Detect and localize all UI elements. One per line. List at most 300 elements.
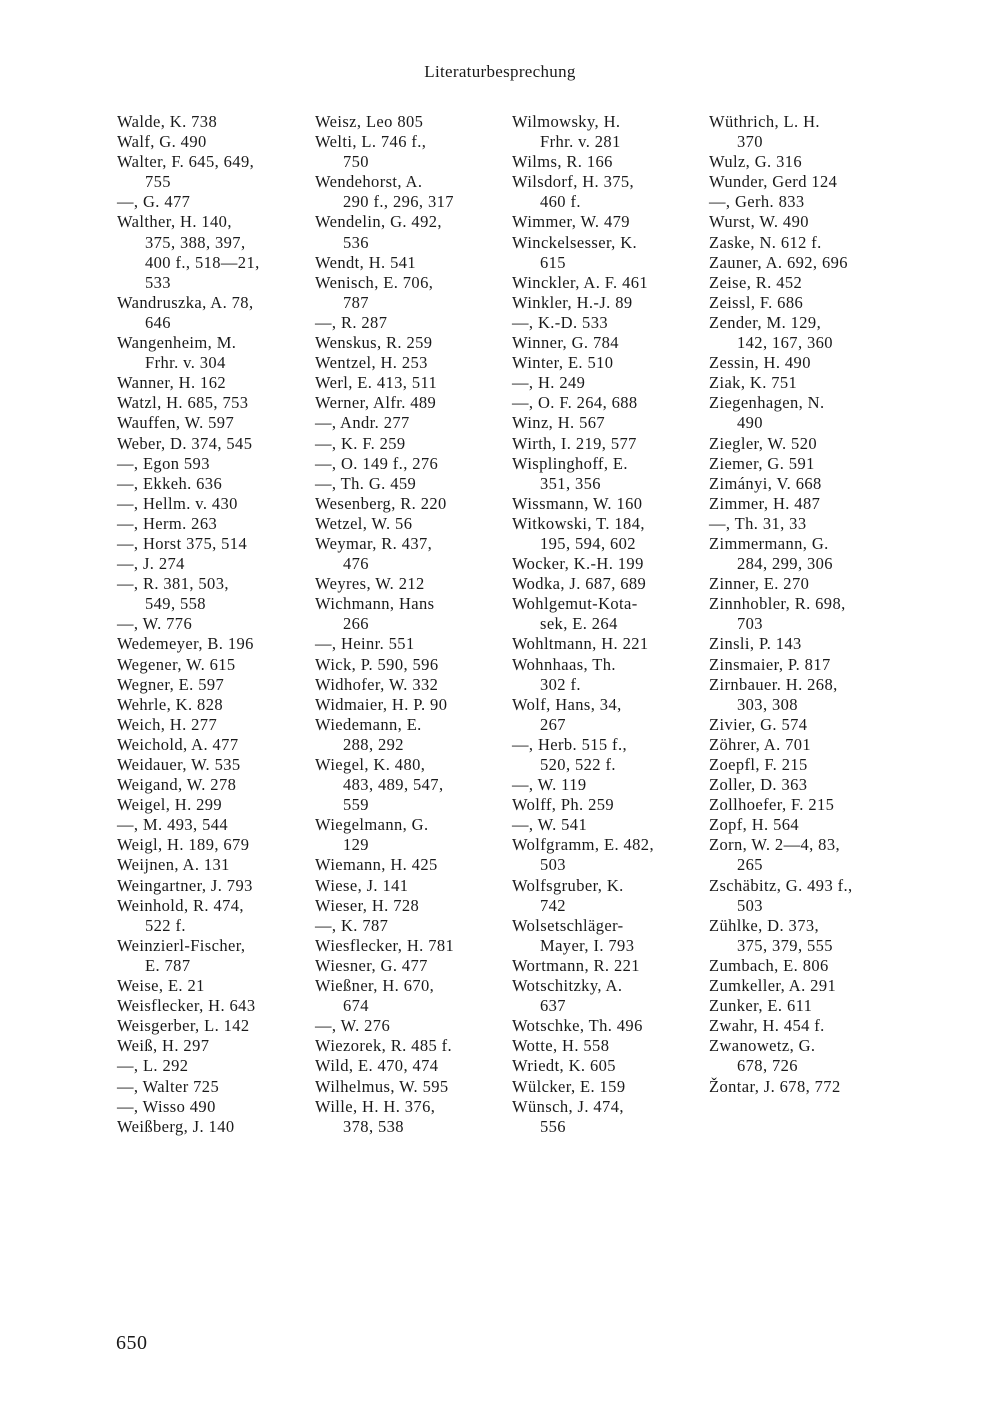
- index-entry-line: Watzl, H. 685, 753: [117, 393, 249, 413]
- index-entry: [512, 695, 702, 735]
- index-entry-line: Wieser, H. 728: [315, 895, 420, 915]
- index-entry-line: —, Hellm. v. 430: [117, 493, 238, 513]
- index-entry: [117, 675, 307, 695]
- index-entry-line: —, G. 477: [117, 192, 191, 212]
- index-entry: [117, 212, 307, 292]
- index-entry-line: Wedemeyer, B. 196: [117, 634, 254, 654]
- index-entry: [117, 454, 307, 474]
- index-entry-line: Zschäbitz, G. 493 f.,: [709, 875, 853, 895]
- index-entry: [315, 855, 505, 875]
- index-entry-line: Wendehorst, A.: [315, 172, 423, 192]
- index-entry-line: Walde, K. 738: [117, 112, 218, 131]
- index-entry: [315, 514, 505, 534]
- index-entry: [709, 815, 899, 835]
- index-entry-line: Wilhelmus, W. 595: [315, 1076, 449, 1096]
- index-entry: [315, 313, 505, 333]
- index-entry-line: Ziemer, G. 591: [709, 453, 815, 473]
- index-entry-line: Zeise, R. 452: [709, 272, 803, 292]
- index-entry-continuation: 265: [737, 855, 763, 875]
- index-entry: [315, 1016, 505, 1036]
- index-entry: [315, 956, 505, 976]
- index-column-3: [512, 112, 702, 1137]
- index-entry-line: Wisplinghoff, E.: [512, 453, 628, 473]
- index-entry: [315, 172, 505, 212]
- index-entry-continuation: 503: [540, 855, 566, 875]
- index-entry: [315, 534, 505, 574]
- index-entry: [512, 554, 702, 574]
- index-entry: [315, 675, 505, 695]
- index-entry-line: —, Herb. 515 f.,: [512, 734, 628, 754]
- index-entry-line: Wurst, W. 490: [709, 212, 809, 232]
- index-entry: [315, 916, 505, 936]
- index-entry-line: Wiezorek, R. 485 f.: [315, 1036, 453, 1056]
- index-entry: [117, 976, 307, 996]
- index-entry-line: Weichold, A. 477: [117, 734, 239, 754]
- index-entry: [512, 574, 702, 594]
- index-entry-continuation: 284, 299, 306: [737, 554, 833, 574]
- index-entry: [512, 976, 702, 1016]
- index-entry: [117, 333, 307, 373]
- index-entry-continuation: 476: [343, 554, 369, 574]
- index-entry: [709, 112, 899, 152]
- index-entry-line: —, Horst 375, 514: [117, 533, 248, 553]
- index-entry-line: —, Ekkeh. 636: [117, 473, 223, 493]
- index-entry: [709, 253, 899, 273]
- index-entry-line: Wiemann, H. 425: [315, 855, 438, 875]
- running-header: Literaturbesprechung: [424, 62, 576, 81]
- index-entry: [512, 1097, 702, 1137]
- index-entry-line: Winckelsesser, K.: [512, 232, 638, 252]
- index-entry-line: —, K. 787: [315, 915, 389, 935]
- index-entry-line: Winkler, H.-J. 89: [512, 292, 633, 312]
- index-entry-continuation: 375, 379, 555: [737, 935, 833, 955]
- index-entry-line: Zumbach, E. 806: [709, 955, 829, 975]
- index-entry: [315, 1097, 505, 1137]
- index-entry: [512, 835, 702, 875]
- index-entry-line: Zivier, G. 574: [709, 714, 808, 734]
- index-entry-line: Wegener, W. 615: [117, 654, 236, 674]
- index-entry-continuation: 703: [737, 614, 763, 634]
- index-entry-line: Wolfgramm, E. 482,: [512, 835, 654, 855]
- index-entry-line: Wießner, H. 670,: [315, 976, 435, 996]
- index-entry: [709, 655, 899, 675]
- index-entry-line: —, Egon 593: [117, 453, 210, 473]
- index-entry: [512, 1016, 702, 1036]
- index-entry-line: Wüthrich, L. H.: [709, 112, 820, 131]
- index-entry: [117, 855, 307, 875]
- index-entry-continuation: sek, E. 264: [540, 614, 618, 634]
- index-entry-line: Wohlgemut-Kota-: [512, 594, 638, 614]
- index-entry: [117, 815, 307, 835]
- index-entry: [709, 574, 899, 594]
- index-entry: [117, 1077, 307, 1097]
- index-entry: [117, 152, 307, 192]
- index-entry-continuation: 290 f., 296, 317: [343, 192, 454, 212]
- index-entry-continuation: 351, 356: [540, 473, 601, 493]
- index-entry: [117, 474, 307, 494]
- index-entry-continuation: 637: [540, 996, 566, 1016]
- index-entry-continuation: 266: [343, 614, 369, 634]
- index-entry-line: Widhofer, W. 332: [315, 674, 439, 694]
- index-entry: [512, 634, 702, 654]
- index-column-2: [315, 112, 505, 1137]
- index-entry-line: Weisflecker, H. 643: [117, 996, 256, 1016]
- index-entry-continuation: 533: [145, 272, 171, 292]
- index-entry: [315, 574, 505, 594]
- index-entry: [315, 373, 505, 393]
- index-entry: [709, 715, 899, 735]
- index-entry-line: Zirnbauer. H. 268,: [709, 674, 838, 694]
- index-entry-line: Wehrle, K. 828: [117, 694, 223, 714]
- index-entry-line: —, L. 292: [117, 1056, 189, 1076]
- index-entry: [709, 273, 899, 293]
- index-entry: [709, 675, 899, 715]
- index-entry: [315, 494, 505, 514]
- index-entry: [315, 273, 505, 313]
- index-entry-line: Wortmann, R. 221: [512, 955, 640, 975]
- index-entry: [315, 393, 505, 413]
- index-entry-line: Zinner, E. 270: [709, 574, 810, 594]
- index-entry-continuation: 460 f.: [540, 192, 581, 212]
- index-entry-line: Winner, G. 784: [512, 333, 619, 353]
- index-entry: [315, 695, 505, 715]
- index-entry-continuation: 370: [737, 132, 763, 152]
- index-entry-continuation: 195, 594, 602: [540, 533, 636, 553]
- index-entry-line: Wesenberg, R. 220: [315, 493, 447, 513]
- index-entry-line: Weiß, H. 297: [117, 1036, 210, 1056]
- index-entry-line: Wodka, J. 687, 689: [512, 574, 647, 594]
- index-entry-line: —, Th. 31, 33: [709, 513, 807, 533]
- index-entry-line: Wentzel, H. 253: [315, 353, 428, 373]
- index-entry: [315, 1056, 505, 1076]
- index-entry-line: Wulz, G. 316: [709, 152, 803, 172]
- index-entry: [709, 775, 899, 795]
- index-entry: [315, 474, 505, 494]
- index-entry-line: Wegner, E. 597: [117, 674, 225, 694]
- index-entry-line: Zollhoefer, F. 215: [709, 795, 835, 815]
- index-entry-continuation: 750: [343, 152, 369, 172]
- index-entry-continuation: 674: [343, 996, 369, 1016]
- index-entry: [709, 212, 899, 232]
- index-entry-line: Weisz, Leo 805: [315, 112, 424, 131]
- index-entry: [117, 534, 307, 554]
- index-entry-line: Wunder, Gerd 124: [709, 172, 838, 192]
- index-entry: [315, 333, 505, 353]
- index-entry: [512, 1056, 702, 1076]
- index-entry: [315, 353, 505, 373]
- index-entry-line: Weymar, R. 437,: [315, 533, 433, 553]
- index-entry-line: —, Herm. 263: [117, 513, 218, 533]
- index-entry-line: Zimányi, V. 668: [709, 473, 822, 493]
- index-entry: [709, 434, 899, 454]
- index-entry-line: Weber, D. 374, 545: [117, 433, 253, 453]
- index-entry: [117, 494, 307, 514]
- index-entry-continuation: 400 f., 518—21,: [145, 252, 260, 272]
- index-entry: [315, 815, 505, 855]
- index-entry-line: Wenisch, E. 706,: [315, 272, 434, 292]
- index-entry-line: —, Andr. 277: [315, 413, 410, 433]
- index-entry-line: —, R. 287: [315, 312, 388, 332]
- index-entry-line: Zwanowetz, G.: [709, 1036, 816, 1056]
- index-entry-line: Zorn, W. 2—4, 83,: [709, 835, 841, 855]
- index-entry: [709, 393, 899, 433]
- index-entry: [315, 434, 505, 454]
- index-entry: [512, 514, 702, 554]
- index-entry-line: Zinsli, P. 143: [709, 634, 802, 654]
- index-entry-continuation: 787: [343, 292, 369, 312]
- index-entry: [117, 695, 307, 715]
- index-entry: [512, 313, 702, 333]
- index-entry-line: Wendelin, G. 492,: [315, 212, 442, 232]
- index-entry-continuation: 503: [737, 895, 763, 915]
- index-entry-continuation: 615: [540, 252, 566, 272]
- index-entry-line: Wick, P. 590, 596: [315, 654, 439, 674]
- index-entry-line: Wiese, J. 141: [315, 875, 409, 895]
- index-entry-line: Wandruszka, A. 78,: [117, 292, 254, 312]
- index-entry: [512, 735, 702, 775]
- index-entry-line: Wilms, R. 166: [512, 152, 613, 172]
- index-entry: [315, 132, 505, 172]
- index-entry: [315, 634, 505, 654]
- index-entry-line: Zender, M. 129,: [709, 312, 822, 332]
- index-entry: [117, 373, 307, 393]
- page-number: 650: [116, 1332, 148, 1354]
- index-entry: [117, 1016, 307, 1036]
- index-entry-line: Werl, E. 413, 511: [315, 373, 438, 393]
- index-entry-line: Wiegel, K. 480,: [315, 755, 426, 774]
- index-entry-continuation: 559: [343, 795, 369, 815]
- index-entry: [512, 172, 702, 212]
- index-entry-continuation: 483, 489, 547,: [343, 775, 444, 795]
- index-entry-line: Zöhrer, A. 701: [709, 734, 812, 754]
- index-entry: [512, 876, 702, 916]
- index-entry: [117, 574, 307, 614]
- index-entry: [117, 413, 307, 433]
- index-entry-line: Wotschitzky, A.: [512, 976, 623, 996]
- index-entry: [709, 514, 899, 534]
- index-entry: [709, 1077, 899, 1097]
- index-entry-line: Wissmann, W. 160: [512, 493, 643, 513]
- index-entry-line: Weyres, W. 212: [315, 574, 425, 594]
- index-entry: [512, 795, 702, 815]
- index-entry-line: Ziak, K. 751: [709, 373, 798, 393]
- index-entry: [315, 876, 505, 896]
- index-entry-line: Weise, E. 21: [117, 976, 205, 996]
- index-entry-line: Zopf, H. 564: [709, 815, 800, 835]
- index-entry: [709, 534, 899, 574]
- index-entry: [512, 333, 702, 353]
- index-entry: [315, 976, 505, 1016]
- index-entry: [117, 1056, 307, 1076]
- index-entry-line: Wiesner, G. 477: [315, 955, 428, 975]
- index-entry-line: Walf, G. 490: [117, 132, 207, 152]
- index-entry-line: Weinhold, R. 474,: [117, 895, 244, 915]
- index-entry: [117, 112, 307, 132]
- index-entry: [117, 896, 307, 936]
- index-entry-line: Wiedemann, E.: [315, 714, 422, 734]
- index-entry: [512, 775, 702, 795]
- index-entry: [315, 655, 505, 675]
- index-entry-line: Wiesflecker, H. 781: [315, 935, 455, 955]
- index-entry-continuation: 142, 167, 360: [737, 333, 833, 353]
- index-entry-line: —, O. 149 f., 276: [315, 453, 439, 473]
- index-entry: [709, 916, 899, 956]
- index-entry-line: Zumkeller, A. 291: [709, 976, 837, 996]
- index-entry-line: Wendt, H. 541: [315, 252, 417, 272]
- index-entry: [117, 393, 307, 413]
- index-entry: [512, 916, 702, 956]
- index-entry-line: —, K. F. 259: [315, 433, 406, 453]
- index-entry-line: Wotte, H. 558: [512, 1036, 610, 1056]
- index-entry-continuation: 556: [540, 1116, 566, 1136]
- index-entry-line: Widmaier, H. P. 90: [315, 694, 448, 714]
- index-entry: [709, 474, 899, 494]
- index-entry: [117, 876, 307, 896]
- index-entry: [117, 755, 307, 775]
- index-entry-line: Zauner, A. 692, 696: [709, 252, 848, 272]
- index-entry-line: Wolfsgruber, K.: [512, 875, 624, 895]
- index-entry: [117, 996, 307, 1016]
- index-entry-line: Weingartner, J. 793: [117, 875, 253, 895]
- index-entry-continuation: 490: [737, 413, 763, 433]
- index-entry: [512, 655, 702, 695]
- index-entry-continuation: 742: [540, 895, 566, 915]
- index-entry-line: Wohnhaas, Th.: [512, 654, 616, 674]
- index-entry-line: —, Wisso 490: [117, 1096, 216, 1116]
- index-entry-line: Wolff, Ph. 259: [512, 795, 615, 815]
- index-entry-line: Wilsdorf, H. 375,: [512, 172, 635, 192]
- index-entry: [315, 715, 505, 755]
- index-entry-line: Weißberg, J. 140: [117, 1116, 235, 1136]
- index-entry-line: Zunker, E. 611: [709, 996, 813, 1016]
- index-entry: [117, 514, 307, 534]
- index-entry: [117, 775, 307, 795]
- index-entry: [117, 1097, 307, 1117]
- index-entry: [512, 815, 702, 835]
- index-entry-line: Wangenheim, M.: [117, 333, 237, 353]
- index-entry-line: Wülcker, E. 159: [512, 1076, 626, 1096]
- index-entry-line: Werner, Alfr. 489: [315, 393, 437, 413]
- index-entry-continuation: Frhr. v. 281: [540, 132, 621, 152]
- index-entry: [117, 554, 307, 574]
- index-entry-continuation: 129: [343, 835, 369, 855]
- index-entry: [512, 233, 702, 273]
- index-entry: [709, 172, 899, 192]
- index-entry: [512, 353, 702, 373]
- index-entry-line: Winz, H. 567: [512, 413, 606, 433]
- index-entry: [512, 112, 702, 152]
- index-entry-continuation: 288, 292: [343, 734, 404, 754]
- index-entry-continuation: 303, 308: [737, 694, 798, 714]
- index-entry-line: —, O. F. 264, 688: [512, 393, 638, 413]
- index-entry-continuation: 646: [145, 312, 171, 332]
- index-entry: [117, 715, 307, 735]
- index-entry: [512, 494, 702, 514]
- index-entry-line: Weigl, H. 189, 679: [117, 835, 250, 855]
- index-entry-line: —, J. 274: [117, 554, 185, 574]
- index-entry: [512, 594, 702, 634]
- index-entry-line: Wichmann, Hans: [315, 594, 435, 614]
- index-entry-line: Weidauer, W. 535: [117, 755, 241, 774]
- index-entry: [315, 253, 505, 273]
- index-entry-line: —, H. 249: [512, 373, 586, 393]
- index-entry: [315, 594, 505, 634]
- index-entry: [709, 192, 899, 212]
- index-entry: [709, 1016, 899, 1036]
- index-entry-line: Zessin, H. 490: [709, 353, 811, 373]
- index-entry-line: Wauffen, W. 597: [117, 413, 235, 433]
- index-entry: [315, 755, 505, 815]
- index-entry: [117, 835, 307, 855]
- index-entry-line: Wiegelmann, G.: [315, 815, 429, 835]
- index-entry-continuation: 549, 558: [145, 594, 206, 614]
- index-entry: [117, 795, 307, 815]
- index-entry: [315, 212, 505, 252]
- index-entry: [117, 655, 307, 675]
- index-entry-line: Zinnhobler, R. 698,: [709, 594, 846, 614]
- index-entry-line: —, Gerh. 833: [709, 192, 805, 212]
- index-entry: [117, 735, 307, 755]
- index-entry-line: Weigand, W. 278: [117, 775, 237, 795]
- index-entry-continuation: 520, 522 f.: [540, 755, 616, 774]
- index-entry: [117, 132, 307, 152]
- index-entry-line: —, M. 493, 544: [117, 815, 229, 835]
- index-entry-line: Wirth, I. 219, 577: [512, 433, 637, 453]
- index-entry: [512, 373, 702, 393]
- index-entry-continuation: 302 f.: [540, 674, 581, 694]
- index-entry: [709, 876, 899, 916]
- index-entry: [117, 936, 307, 976]
- index-entry: [315, 1077, 505, 1097]
- index-entry-line: Wetzel, W. 56: [315, 513, 413, 533]
- index-entry-line: Zühlke, D. 373,: [709, 915, 820, 935]
- index-entry-line: Wanner, H. 162: [117, 373, 226, 393]
- index-entry-line: Wenskus, R. 259: [315, 333, 433, 353]
- index-entry-continuation: 536: [343, 232, 369, 252]
- index-entry: [512, 1077, 702, 1097]
- index-entry: [512, 454, 702, 494]
- index-column-4: [709, 112, 899, 1097]
- index-entry-continuation: 755: [145, 172, 171, 192]
- index-entry-continuation: Mayer, I. 793: [540, 935, 635, 955]
- index-entry-line: Wotschke, Th. 496: [512, 1016, 643, 1036]
- index-entry: [117, 1036, 307, 1056]
- index-entry: [709, 835, 899, 875]
- index-entry-line: Wohltmann, H. 221: [512, 634, 649, 654]
- index-entry: [709, 634, 899, 654]
- index-entry-line: Zimmermann, G.: [709, 533, 829, 553]
- index-entry-line: Witkowski, T. 184,: [512, 513, 645, 533]
- index-entry-line: —, W. 541: [512, 815, 588, 835]
- index-entry: [512, 956, 702, 976]
- index-entry: [709, 1036, 899, 1076]
- index-entry: [117, 1117, 307, 1137]
- index-entry-line: Wolf, Hans, 34,: [512, 694, 622, 714]
- index-entry: [512, 434, 702, 454]
- index-entry: [315, 936, 505, 956]
- index-entry: [512, 273, 702, 293]
- index-entry-line: Zeissl, F. 686: [709, 292, 804, 312]
- index-entry-line: Welti, L. 746 f.,: [315, 132, 427, 152]
- index-entry: [709, 293, 899, 313]
- index-entry: [709, 233, 899, 253]
- index-entry-line: Weigel, H. 299: [117, 795, 223, 815]
- index-entry: [709, 976, 899, 996]
- index-entry-continuation: 378, 538: [343, 1116, 404, 1136]
- index-entry-line: Žontar, J. 678, 772: [709, 1076, 841, 1096]
- index-entry-line: Walther, H. 140,: [117, 212, 232, 232]
- index-entry-line: Wünsch, J. 474,: [512, 1096, 624, 1116]
